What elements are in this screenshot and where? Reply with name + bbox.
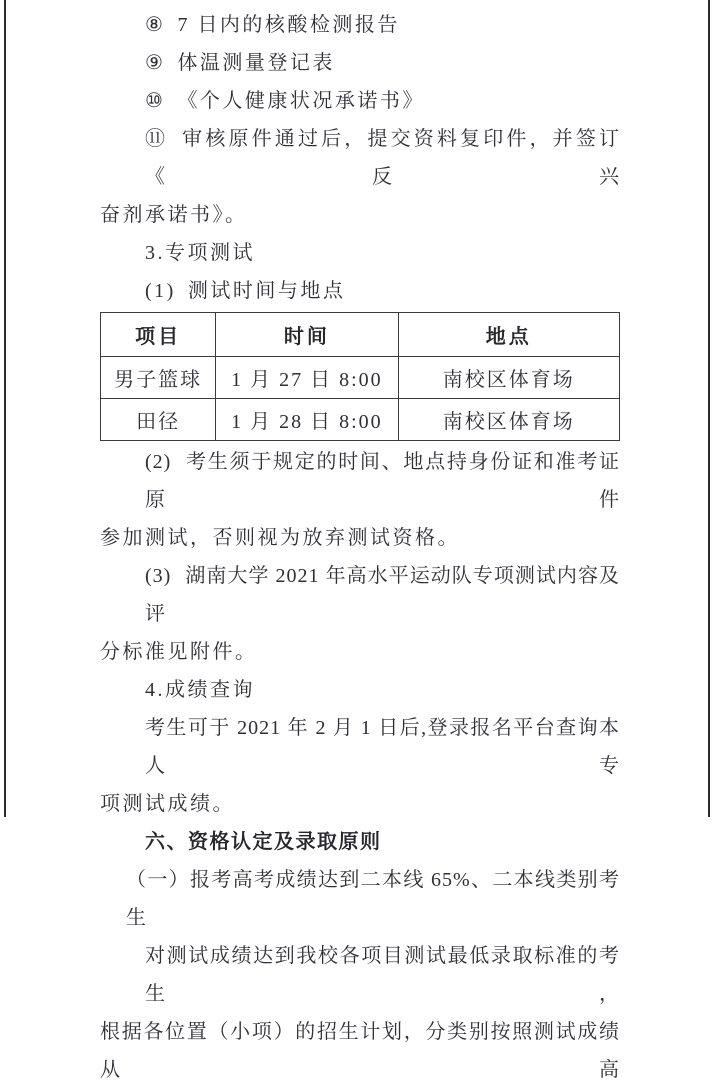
list-item-8-text: 7 日内的核酸检测报告 <box>177 14 400 36</box>
clause-1-line-1: （一）报考高考成绩达到二本线 65%、二本线类别考生 <box>126 869 620 929</box>
table-header-location: 地点 <box>398 313 619 357</box>
page-right-edge <box>708 0 710 817</box>
subsection-1-number: (1) <box>145 280 176 302</box>
table-header-item: 项目 <box>101 313 216 357</box>
table-cell-location: 南校区体育场 <box>398 357 619 399</box>
list-item-10 <box>100 82 620 120</box>
list-item-11-text: 审核原件通过后，提交资料复印件，并签订《反兴 <box>145 128 620 188</box>
table-cell-location: 南校区体育场 <box>398 399 619 441</box>
table-cell-time: 1 月 28 日 8:00 <box>216 399 398 441</box>
page-left-edge <box>4 0 6 817</box>
table-cell-time: 1 月 27 日 8:00 <box>216 357 398 399</box>
table-row <box>101 357 620 399</box>
document-content <box>100 6 620 1089</box>
subsection-3-number: (3) <box>145 565 172 587</box>
subsection-3-text: 湖南大学 2021 年高水平运动队专项测试内容及评 <box>145 565 620 625</box>
clause-1-line-2: 对测试成绩达到我校各项目测试最低录取标准的考生， <box>145 945 620 1005</box>
subsection-2-paragraph <box>100 443 620 519</box>
subsection-3-continuation: 分标准见附件。 <box>100 641 258 663</box>
score-query-paragraph: 考生可于 2021 年 2 月 1 日后,登录报名平台查询本人专 <box>145 717 620 777</box>
list-item-11-number: ⑪ <box>145 128 166 150</box>
section-4-title: 4.成绩查询 <box>145 679 255 701</box>
subsection-3-paragraph <box>100 557 620 633</box>
list-item-10-number: ⑩ <box>145 90 166 112</box>
list-item-8 <box>100 6 620 44</box>
section-6-heading: 六、资格认定及录取原则 <box>145 831 382 853</box>
subsection-2-continuation: 参加测试，否则视为放弃测试资格。 <box>100 527 460 549</box>
list-item-8-number: ⑧ <box>145 14 166 36</box>
table-cell-item: 田径 <box>101 399 216 441</box>
score-query-continuation: 项测试成绩。 <box>100 793 235 815</box>
subsection-1-text: 测试时间与地点 <box>187 280 346 302</box>
table-row <box>101 399 620 441</box>
subsection-2-number: (2) <box>145 451 172 473</box>
list-item-10-text: 《个人健康状况承诺书》 <box>177 90 425 112</box>
section-3-title: 3.专项测试 <box>145 242 255 264</box>
subsection-1-title <box>100 272 620 310</box>
subsection-2-text: 考生须于规定的时间、地点持身份证和准考证原件 <box>145 451 620 511</box>
list-item-9-number: ⑨ <box>145 52 166 74</box>
table-cell-item: 男子篮球 <box>101 357 216 399</box>
list-item-9 <box>100 44 620 82</box>
list-item-11-continuation: 奋剂承诺书》。 <box>100 204 248 226</box>
table-header-time: 时间 <box>216 313 398 357</box>
table-header-row <box>101 313 620 357</box>
clause-1-line-3: 根据各位置（小项）的招生计划，分类别按照测试成绩从高 <box>100 1021 620 1081</box>
list-item-9-text: 体温测量登记表 <box>177 52 335 74</box>
list-item-11 <box>100 120 620 196</box>
test-schedule-table <box>100 312 620 441</box>
